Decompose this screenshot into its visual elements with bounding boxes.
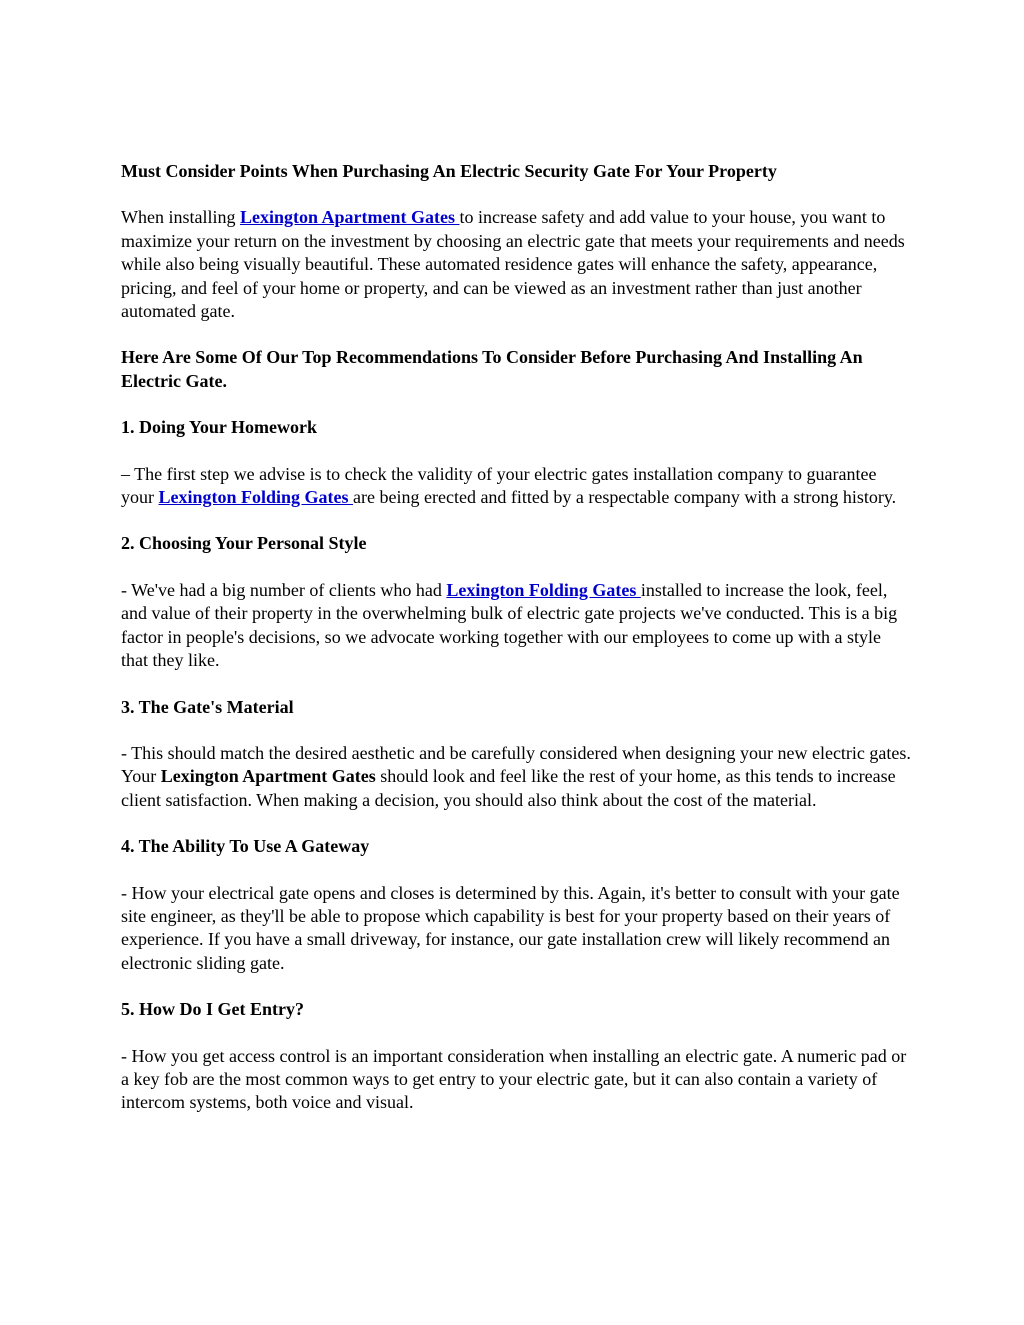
section-5-paragraph: - How you get access control is an important consideration when installing an electric gate. A numeric pad or a key fob are the most common ways to get entry to your electric gate, but it can also contain a variety of intercom systems, both voice and visual. <box>121 1045 907 1113</box>
section-2-text-after: installed to increase the look, feel, and value of their property in the overwhelming bulk of electric gate projects we've conducted. This is a big factor in people's decisions, so we advocate working together with our employees to come up with a style that they like. <box>121 579 898 671</box>
lexington-folding-gates-link-1[interactable]: Lexington Folding Gates <box>158 487 354 508</box>
section-5-heading: 5. How Do I Get Entry? <box>121 999 304 1020</box>
document-title: Must Consider Points When Purchasing An Electric Security Gate For Your Property <box>121 161 777 181</box>
section-2-paragraph <box>121 579 911 673</box>
recommendations-heading: Here Are Some Of Our Top Recommendations To Consider Before Purchasing And Installing An Electric Gate. <box>121 347 863 391</box>
section-3-paragraph <box>121 742 911 812</box>
intro-text-before: When installing <box>121 207 240 228</box>
intro-paragraph <box>121 206 911 323</box>
section-3-bold-text: Lexington Apartment Gates <box>160 766 376 787</box>
section-4-heading: 4. The Ability To Use A Gateway <box>121 836 370 857</box>
section-3-text-after: should look and feel like the rest of your home, as this tends to increase client satisfaction. When making a decision, you should also think about the cost of the material. <box>121 766 896 810</box>
document-page <box>121 160 911 1138</box>
section-1-text-before: – The first step we advise is to check the validity of your electric gates installation company to guarantee your <box>121 463 877 508</box>
section-2-text-before: - We've had a big number of clients who had <box>121 579 447 600</box>
lexington-apartment-gates-link[interactable]: Lexington Apartment Gates <box>239 207 460 228</box>
section-3-heading: 3. The Gate's Material <box>121 696 294 717</box>
section-1-paragraph <box>121 463 911 510</box>
section-1-heading: 1. Doing Your Homework <box>121 417 318 438</box>
section-2-heading: 2. Choosing Your Personal Style <box>121 533 367 554</box>
section-3-text-before: - This should match the desired aesthetic and be carefully considered when designing your new electric gates. Your <box>121 742 911 787</box>
section-1-text-after: are being erected and fitted by a respectable company with a strong history. <box>353 487 897 508</box>
lexington-folding-gates-link-2[interactable]: Lexington Folding Gates <box>446 579 641 600</box>
intro-text-after: to increase safety and add value to your house, you want to maximize your return on the investment by choosing an electric gate that meets your requirements and needs while also being visually beautiful. These automated residence gates will enhance the safety, appearance, pricing, and feel of your home or property, and can be viewed as an investment rather than just another automated gate. <box>121 207 905 322</box>
section-4-paragraph: - How your electrical gate opens and closes is determined by this. Again, it's better to consult with your gate site engineer, as they'll be able to propose which capability is best for your property based on their years of experience. If you have a small driveway, for instance, our gate installation crew will likely recommend an electronic sliding gate. <box>121 882 900 973</box>
